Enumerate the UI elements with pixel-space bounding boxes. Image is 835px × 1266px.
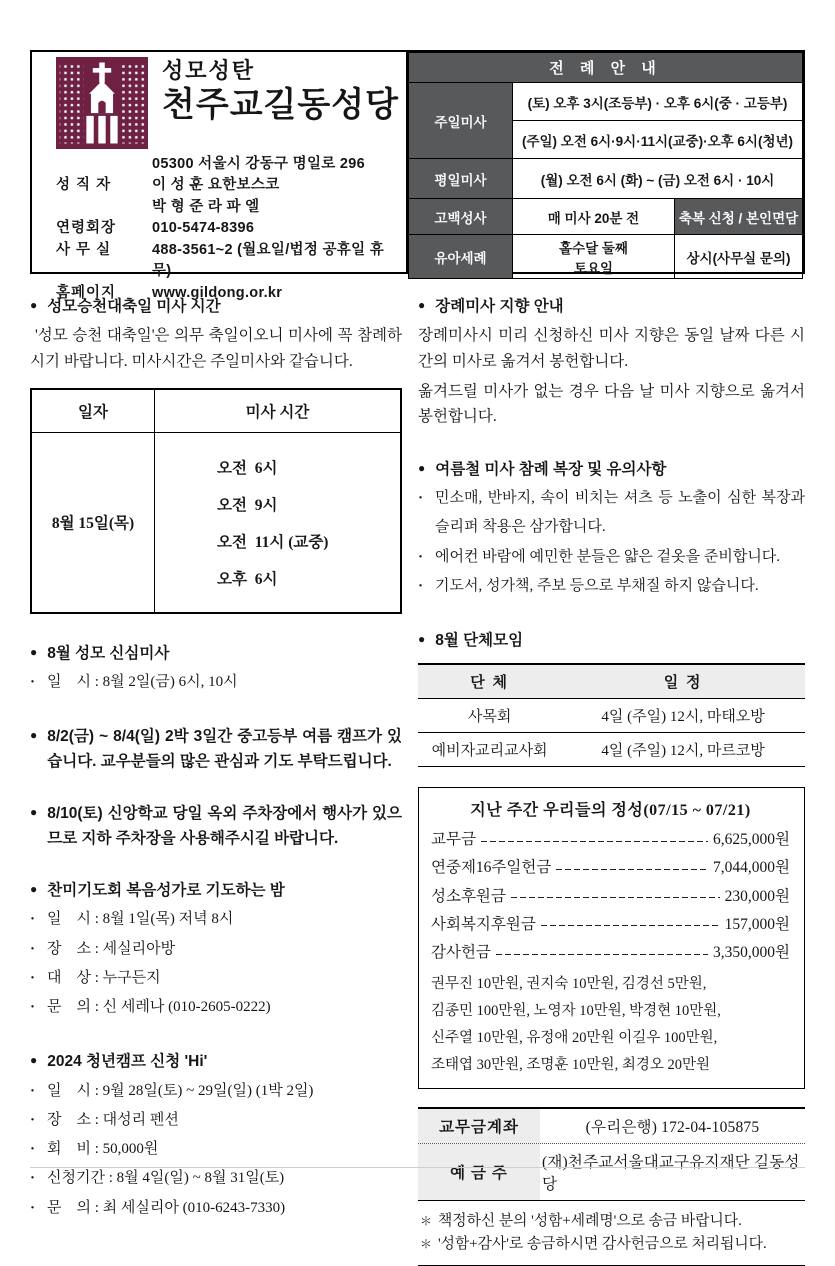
offering-row [431, 939, 790, 967]
info-value: 010-5474-8396 [152, 220, 255, 236]
bullet-icon: ● [30, 644, 38, 659]
assumption-mass-table [30, 388, 402, 614]
item-text: 신청기간 : 8월 4일(일) ~ 8월 31일(토) [47, 1170, 285, 1187]
dot-icon: · [418, 548, 424, 565]
section-summer-dress-code [418, 457, 809, 601]
heading-text: 2024 청년캠프 신청 'Hi' [47, 1053, 208, 1071]
bullet-icon: ● [30, 805, 38, 820]
bullet-icon: ● [30, 298, 38, 312]
mass-time: 오후 6시 [217, 570, 278, 588]
asterisk-icon: ＊ [420, 1214, 433, 1229]
item-text: 일 시 : 9월 28일(토) ~ 29일(일) (1박 2일) [47, 1082, 314, 1099]
item-text: 일 시 : 8월 2일(금) 6시, 10시 [47, 673, 238, 690]
item-text: 문 의 : 신 세레나 (010-2605-0222) [47, 999, 271, 1016]
note-text: '성함+감사'로 송금하시면 감사헌금으로 처리됩니다. [438, 1236, 767, 1253]
offering-amount: 6,625,000원 [713, 831, 790, 849]
section-body: 장례미사시 미리 신청하신 미사 지향은 동일 날짜 다른 시간의 미사로 옮겨서 봉헌합니다. [418, 327, 805, 370]
account-label: 교무금계좌 [418, 1109, 540, 1143]
item-text: 대 상 : 누구든지 [47, 969, 161, 986]
detail-list [30, 1077, 402, 1223]
list-item [418, 543, 805, 572]
left-column [30, 294, 402, 1266]
dash-leader [541, 919, 720, 930]
table-row [418, 699, 805, 733]
section-praise-prayer-night [30, 878, 402, 1022]
list-item [30, 668, 402, 697]
info-row-clergy2 [56, 197, 400, 219]
detail-list [418, 484, 809, 601]
offering-amount: 157,000원 [724, 915, 790, 933]
account-holder-label: 예 금 주 [418, 1144, 540, 1200]
info-label: 사 무 실 [56, 241, 112, 258]
offering-amount: 230,000원 [724, 887, 790, 905]
infant-baptism-label: 유아세례 [409, 235, 513, 279]
infant-baptism-note: 상시(사무실 문의) [675, 235, 803, 279]
mass-time: 오전 9시 [217, 496, 278, 514]
item-text: 에어컨 바람에 예민한 분들은 얇은 겉옷을 준비합니다. [435, 548, 781, 565]
list-item [418, 484, 809, 543]
bullet-icon: ● [30, 1053, 38, 1068]
asterisk-icon: ＊ [420, 1237, 433, 1252]
item-text: 기도서, 성가책, 주보 등으로 부채질 하지 않습니다. [435, 577, 759, 594]
group-meeting-table [418, 663, 805, 767]
section-heading [30, 801, 402, 851]
offering-row [431, 883, 790, 911]
weekday-mass-label: 평일미사 [409, 159, 513, 199]
contact-info [56, 175, 400, 304]
info-value: 박 형 준 라 파 엘 [152, 198, 260, 215]
col-header-group: 단 체 [418, 664, 561, 699]
section-devotion-mass [30, 641, 402, 697]
account-row [418, 1144, 805, 1200]
bullet-icon: ● [418, 632, 426, 647]
section-youth-camp [30, 1049, 402, 1222]
church-logo-icon [56, 57, 148, 149]
transfer-notes [418, 1208, 805, 1266]
donor-line: 김종민 100만원, 노영자 10만원, 박경현 10만원, [431, 1003, 721, 1020]
dot-icon: · [30, 1199, 36, 1216]
item-text: 민소매, 반바지, 속이 비치는 셔츠 등 노출이 심한 복장과 슬리퍼 착용은 삼가합니다. [435, 490, 809, 536]
sunday-mass-label: 주일미사 [409, 83, 513, 159]
section-heading [30, 294, 402, 319]
mass-date: 8월 15일(목) [31, 432, 155, 613]
section-funeral-mass [418, 294, 805, 430]
bullet-icon: ● [418, 298, 426, 312]
section-heading [30, 641, 402, 666]
brand-subtitle: 성모성탄 [162, 58, 256, 83]
item-text: 문 의 : 최 세실리아 (010-6243-7330) [47, 1199, 286, 1216]
mass-time: 오전 6시 [217, 459, 278, 477]
offering-label: 감사헌금 [431, 944, 491, 962]
section-heading [30, 878, 402, 903]
info-value: 488-3561~2 (월요일/법정 공휴일 휴무) [152, 241, 385, 279]
offering-label: 사회복지후원금 [431, 915, 536, 933]
note-text: 책정하신 분의 '성함+세례명'으로 송금 바랍니다. [438, 1213, 742, 1230]
list-item [30, 964, 402, 993]
offering-row [431, 911, 790, 939]
info-row-clergy [56, 175, 400, 197]
dot-icon: · [30, 1111, 36, 1128]
baptism-time-line2: 토요일 [573, 260, 614, 276]
offering-label: 교무금 [431, 831, 476, 849]
dot-icon: · [30, 1170, 36, 1187]
confession-note: 축복 신청 / 본인면담 [675, 199, 803, 235]
col-header-date: 일자 [31, 389, 155, 433]
bullet-icon: ● [30, 727, 38, 742]
note-line [420, 1210, 805, 1233]
heading-text: 성모승천대축일 미사 시간 [47, 298, 221, 315]
offering-title: 지난 주간 우리들의 정성(07/15 ~ 07/21) [470, 802, 751, 820]
list-item [30, 1194, 402, 1223]
info-label: 성 직 자 [56, 177, 112, 193]
baptism-time-line1: 홀수달 둘째 [559, 240, 628, 256]
dot-icon: · [30, 940, 36, 957]
saturday-mass-times: (토) 오후 3시(조등부) · 오후 6시(중 · 고등부) [513, 83, 803, 121]
list-item [30, 935, 402, 964]
dot-icon: · [418, 490, 424, 507]
dot-icon: · [30, 911, 36, 928]
list-item [30, 1164, 402, 1193]
offering-row [431, 854, 790, 882]
donor-line: 권무진 10만원, 권지숙 10만원, 김경선 5만원, [431, 976, 707, 993]
section-parking-notice [30, 801, 402, 851]
account-number: (우리은행) 172-04-105875 [585, 1119, 760, 1137]
list-item [30, 1106, 402, 1135]
list-item [30, 1077, 402, 1106]
item-text: 일 시 : 8월 1일(목) 저녁 8시 [47, 911, 234, 928]
offering-amount: 3,350,000원 [713, 944, 790, 962]
offering-label: 연중제16주일헌금 [431, 859, 552, 877]
homepage-url: www.gildong.or.kr [152, 284, 283, 301]
liturgy-title: 전 례 안 내 [409, 53, 803, 83]
info-label: 홈페이지 [56, 284, 117, 301]
section-group-meetings [418, 628, 805, 767]
offering-amount: 7,044,000원 [713, 859, 790, 877]
list-item [30, 905, 402, 934]
content-columns [30, 294, 809, 1266]
dot-icon: · [30, 969, 36, 986]
donor-list [431, 971, 790, 1078]
group-schedule: 4일 (주일) 12시, 마르코방 [601, 743, 765, 760]
section-body: 옮겨드릴 미사가 없는 경우 다음 날 미사 지향으로 옮겨서 봉헌합니다. [418, 382, 805, 426]
info-label [56, 197, 152, 219]
weekly-offering-box [418, 787, 805, 1089]
liturgy-guide [406, 52, 803, 276]
info-label: 연령회장 [56, 220, 117, 236]
group-schedule: 4일 (주일) 12시, 마태오방 [561, 699, 805, 733]
bullet-icon: ● [418, 460, 426, 475]
page-title: 천주교길동성당 [162, 86, 399, 125]
heading-text: 8/2(금) ~ 8/4(일) 2박 3일간 중고등부 여름 캠프가 있습니다. 교우분들의 많은 관심과 기도 부탁드립니다. [47, 727, 402, 771]
col-header-schedule: 일 정 [561, 664, 805, 699]
mass-time: 오전 11시 (교중) [217, 533, 329, 551]
donor-line: 신주열 10만원, 유정애 20만원 이길우 100만원, [431, 1029, 718, 1046]
header [30, 50, 805, 301]
col-header-time: 미사 시간 [155, 389, 402, 433]
church-address: 05300 서울시 강동구 명일로 296 [152, 156, 365, 172]
confession-time: 매 미사 20분 전 [513, 199, 675, 235]
item-text: 장 소 : 대성리 펜션 [47, 1111, 179, 1128]
liturgy-table [408, 52, 803, 279]
info-row-office-phone [56, 240, 400, 283]
weekday-mass-times: (월) 오전 6시 (화) ~ (금) 오전 6시 · 10시 [513, 159, 803, 199]
section-summer-camp [30, 724, 402, 774]
section-heading [30, 1049, 402, 1074]
bullet-icon: ● [30, 882, 38, 897]
infant-baptism-time [513, 235, 675, 279]
brand-row [56, 57, 400, 149]
group-name: 예비자교리교사회 [431, 743, 548, 760]
group-name: 사목회 [418, 699, 561, 733]
list-item [30, 1135, 402, 1164]
info-row-chairman-phone [56, 218, 400, 240]
offering-row [431, 826, 790, 854]
dot-icon: · [30, 1141, 36, 1158]
heading-text: 찬미기도회 복음성가로 기도하는 밤 [47, 882, 285, 900]
item-text: 장 소 : 세실리아방 [47, 940, 176, 957]
dot-icon: · [30, 673, 36, 690]
note-line [420, 1233, 805, 1256]
detail-list [30, 905, 402, 1022]
section-heading [418, 457, 805, 482]
donor-line: 조태엽 30만원, 조명훈 10만원, 최경오 20만원 [431, 1056, 710, 1073]
sunday-mass-times: (주일) 오전 6시·9시·11시(교중)·오후 6시(청년) [513, 121, 803, 159]
dash-leader [556, 863, 708, 874]
info-value: 이 성 훈 요한보스코 [152, 177, 280, 193]
confession-label: 고백성사 [409, 199, 513, 235]
detail-list [30, 668, 402, 697]
dash-leader [511, 891, 720, 902]
brand-titles [162, 57, 399, 125]
account-row [418, 1109, 805, 1144]
section-heading [418, 294, 805, 319]
list-item [418, 572, 805, 601]
section-body: '성모 승천 대축일'은 의무 축일이오니 미사에 꼭 참례하시기 바랍니다. 미사시간은 주일미사와 같습니다. [30, 327, 402, 370]
section-assumption-mass [30, 294, 402, 614]
dot-icon: · [418, 577, 424, 594]
tithe-account-table [418, 1107, 805, 1201]
item-text: 회 비 : 50,000원 [47, 1141, 159, 1158]
mass-times [155, 432, 402, 613]
heading-text: 여름철 미사 참례 복장 및 유의사항 [435, 460, 667, 478]
section-heading [418, 628, 805, 653]
footer-divider [30, 1167, 805, 1168]
right-column [418, 294, 809, 1266]
table-row [418, 733, 805, 767]
dash-leader [496, 948, 708, 959]
account-holder: (재)천주교서울대교구유지재단 길동성당 [542, 1154, 800, 1194]
heading-text: 8/10(토) 신앙학교 당일 옥외 주차장에서 행사가 있으므로 지하 주차장을 사용해주시길 바랍니다. [47, 805, 402, 848]
heading-text: 8월 성모 신심미사 [47, 644, 170, 662]
heading-text: 장례미사 지향 안내 [435, 298, 564, 315]
list-item [30, 993, 402, 1022]
dot-icon: · [30, 999, 36, 1016]
offering-label: 성소후원금 [431, 887, 506, 905]
church-identity [32, 52, 406, 301]
dot-icon: · [30, 1082, 36, 1099]
section-heading [30, 724, 402, 774]
dash-leader [481, 835, 708, 846]
heading-text: 8월 단체모임 [435, 632, 524, 650]
